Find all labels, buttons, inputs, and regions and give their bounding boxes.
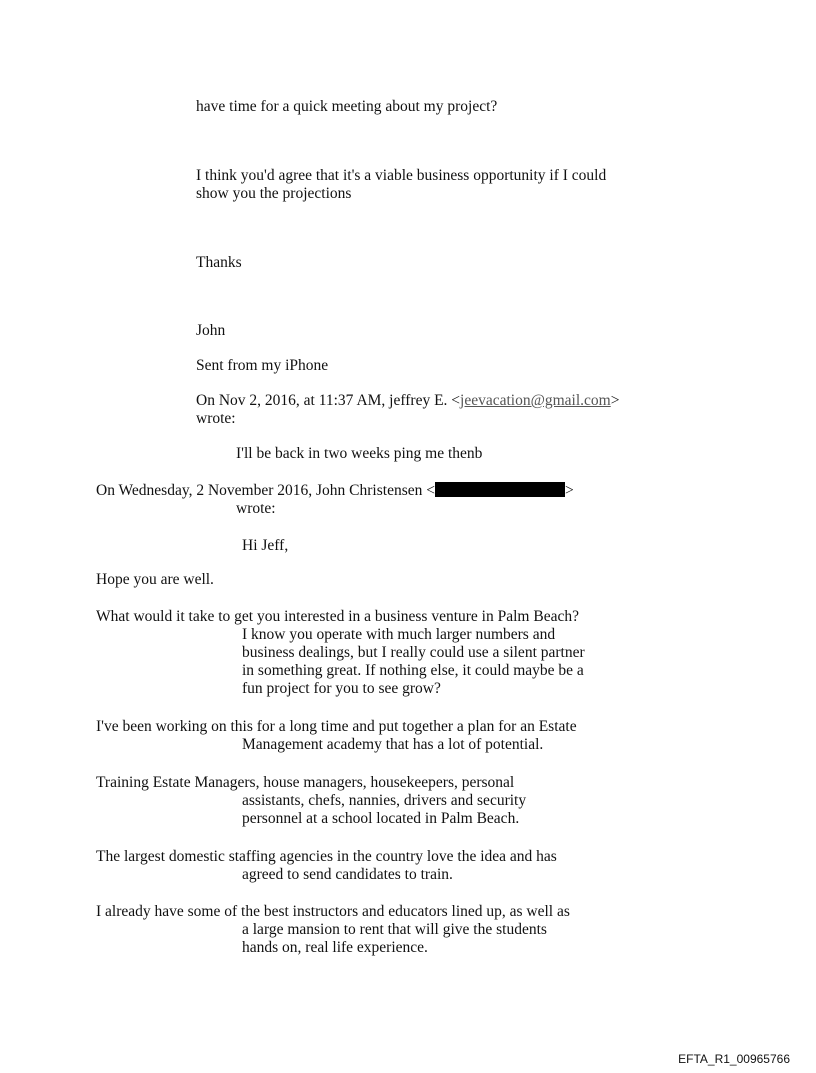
paragraph-1-line-1: What would it take to get you interested in a business venture in Palm Beach? xyxy=(96,608,579,625)
reply-paragraph-line-1: I think you'd agree that it's a viable business opportunity if I could xyxy=(196,167,607,184)
paragraph-5-line-2: a large mansion to rent that will give the students xyxy=(242,921,547,938)
paragraph-4-line-1: The largest domestic staffing agencies in the country love the idea and has xyxy=(96,848,557,865)
reply-thanks: Thanks xyxy=(196,254,242,271)
quote-body-1: I'll be back in two weeks ping me thenb xyxy=(236,445,483,462)
paragraph-3-line-3: personnel at a school located in Palm Beach. xyxy=(242,810,520,827)
reply-signature-name: John xyxy=(196,322,226,339)
email-link[interactable]: jeevacation@gmail.com xyxy=(460,392,611,409)
paragraph-2-line-1: I've been working on this for a long time and put together a plan for an Estate xyxy=(96,718,577,735)
hope-line: Hope you are well. xyxy=(96,571,214,588)
reply-paragraph-line-2: show you the projections xyxy=(196,185,352,202)
sent-from-line: Sent from my iPhone xyxy=(196,357,329,374)
quote-header-2-prefix: On Wednesday, 2 November 2016, John Christensen < xyxy=(96,482,435,499)
quote-header-1-prefix: On Nov 2, 2016, at 11:37 AM, jeffrey E. < xyxy=(196,392,461,409)
quote-header-2 xyxy=(96,481,574,500)
bates-number: EFTA_R1_00965766 xyxy=(678,1052,790,1066)
paragraph-4-line-2: agreed to send candidates to train. xyxy=(242,866,453,883)
paragraph-1-line-5: fun project for you to see grow? xyxy=(242,680,441,697)
paragraph-1-line-2: I know you operate with much larger numbers and xyxy=(242,626,556,643)
greeting: Hi Jeff, xyxy=(242,537,289,554)
paragraph-5-line-3: hands on, real life experience. xyxy=(242,939,428,956)
quote-header-2-suffix: > xyxy=(564,482,574,499)
paragraph-2-line-2: Management academy that has a lot of potential. xyxy=(242,736,544,753)
quote-header-1 xyxy=(196,391,619,410)
paragraph-3-line-1: Training Estate Managers, house managers, housekeepers, personal xyxy=(96,774,515,791)
paragraph-1-line-3: business dealings, but I really could use a silent partner xyxy=(242,644,585,661)
quote-header-1-wrote: wrote: xyxy=(196,410,236,427)
redaction-bar xyxy=(435,482,565,497)
reply-line-1: have time for a quick meeting about my project? xyxy=(196,98,498,115)
quote-header-2-wrote: wrote: xyxy=(236,500,276,517)
quote-header-1-suffix: > xyxy=(610,392,620,409)
paragraph-5-line-1: I already have some of the best instructors and educators lined up, as well as xyxy=(96,903,570,920)
paragraph-1-line-4: in something great. If nothing else, it could maybe be a xyxy=(242,662,584,679)
paragraph-3-line-2: assistants, chefs, nannies, drivers and security xyxy=(242,792,527,809)
